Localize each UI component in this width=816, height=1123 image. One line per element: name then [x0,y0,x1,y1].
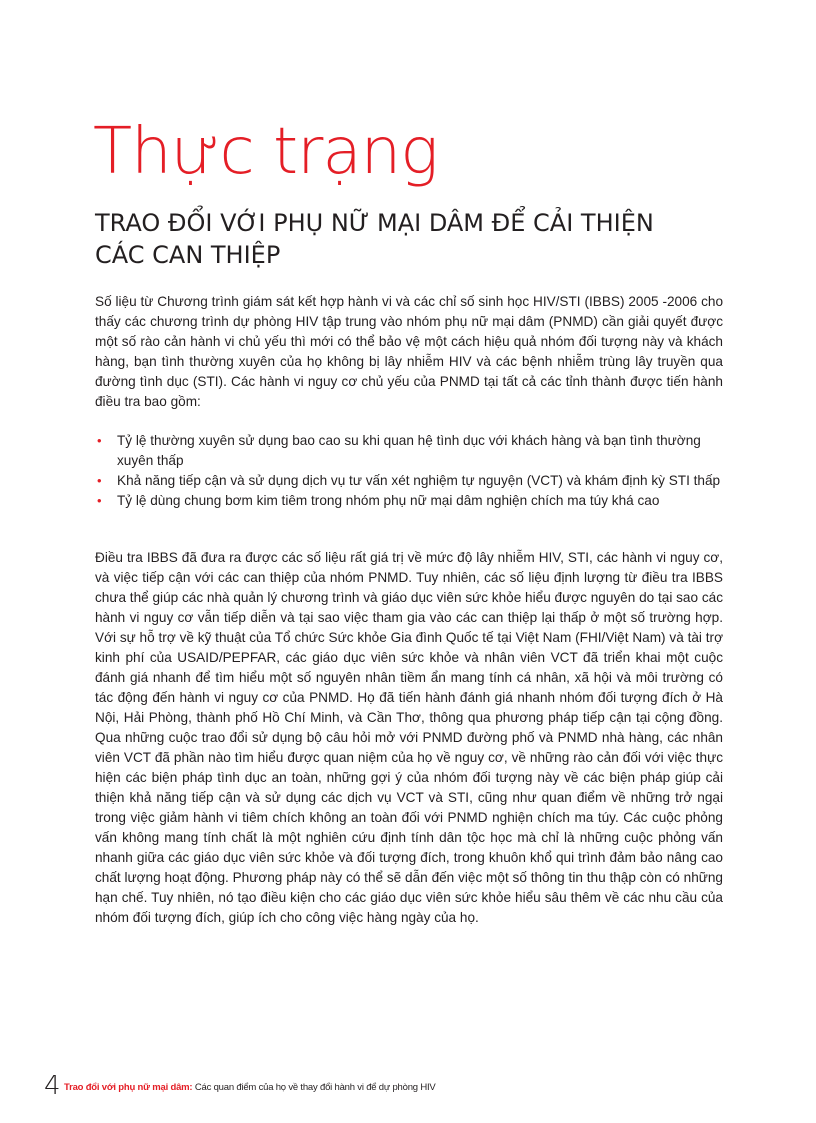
list-item [95,491,723,511]
section-subtitle: TRAO ĐỔI VỚI PHỤ NỮ MẠI DÂM ĐỂ CẢI THIỆN CÁC CAN THIỆP [95,209,654,269]
bullet-marker: • [97,473,102,488]
intro-paragraph: Số liệu từ Chương trình giám sát kết hợp hành vi và các chỉ số sinh học HIV/STI (IBBS) 2005 -2006 cho thấy các chương trình dự phòng HIV tập trung vào nhóm phụ nữ mại dâm (PNMD) cần giải quyết được một số rào cản hành vi chủ yếu thì mới có thể bảo vệ một cách hiệu quả nhóm đối tượng này và khách hàng, bạn tình thường xuyên của họ không bị lây nhiễm HIV và các bệnh nhiễm trùng lây truyền qua đường tình dục (STI). Các hành vi nguy cơ chủ yếu của PNMD tại tất cả các tỉnh thành được tiến hành điều tra bao gồm: [95,294,723,409]
page-number: 4 [44,1071,61,1101]
list-item-text: Tỷ lệ thường xuyên sử dụng bao cao su khi quan hệ tình dục với khách hàng và bạn tình thường xuyên thấp [117,433,701,468]
list-item-text: Tỷ lệ dùng chung bơm kim tiêm trong nhóm phụ nữ mại dâm nghiện chích ma túy khá cao [117,493,660,508]
risk-behavior-list [95,431,723,511]
footer-title-rest: Các quan điểm của họ về thay đổi hành vi để dự phòng HIV [192,1082,436,1093]
list-item [95,431,723,471]
list-item-text: Khả năng tiếp cận và sử dụng dịch vụ tư vấn xét nghiệm tự nguyện (VCT) và khám định kỳ STI thấp [117,473,721,488]
body-paragraph: Điều tra IBBS đã đưa ra được các số liệu rất giá trị về mức độ lây nhiễm HIV, STI, các hành vi nguy cơ, và việc tiếp cận với các can thiệp của nhóm PNMD. Tuy nhiên, các số liệu định lượng từ điều tra IBBS chưa thể giúp các nhà quản lý chương trình và giáo dục viên sức khỏe hiểu được nguyên do tại sao các hành vi nguy cơ vẫn tiếp diễn và tại sao việc tham gia vào các can thiệp lại thấp ở một số trường hợp. Với sự hỗ trợ về kỹ thuật của Tổ chức Sức khỏe Gia đình Quốc tế tại Việt Nam (FHI/Việt Nam) và tài trợ kinh phí của USAID/PEPFAR, các giáo dục viên sức khỏe và nhân viên VCT đã triển khai một cuộc đánh giá nhanh để tìm hiểu một số nguyên nhân tiềm ẩn mang tính cá nhân, xã hội và môi trường có tác động đến hành vi nguy cơ của PNMD. Họ đã tiến hành đánh giá nhanh nhóm đối tượng đích ở Hà Nội, Hải Phòng, thành phố Hồ Chí Minh, và Cần Thơ, thông qua phương pháp tiếp cận tại cộng đồng. Qua những cuộc trao đổi sử dụng bộ câu hỏi mở với PNMD đường phố và PNMD nhà hàng, các nhân viên VCT đã phần nào tìm hiểu được quan niệm của họ về nguy cơ, về những rào cản đối với việc thực hiện các biện pháp tình dục an toàn, những gợi ý của nhóm đối tượng này về các biện pháp giúp cải thiện khả năng tiếp cận và sử dụng các dịch vụ VCT và STI, cũng như quan điểm về những trở ngại trong việc giảm hành vi tiêm chích không an toàn đối với PNMD nghiện chích ma túy. Các cuộc phỏng vấn không mang tính chất là một nghiên cứu định tính dân tộc học mà chỉ là những cuộc phỏng vấn nhanh giữa các giáo dục viên sức khỏe và đối tượng đích, trong khuôn khổ qui trình đảm bảo nâng cao chất lượng hoạt động. Phương pháp này có thể sẽ dẫn đến việc một số thông tin thu thập còn có những hạn chế. Tuy nhiên, nó tạo điều kiện cho các giáo dục viên sức khỏe hiểu sâu thêm về các nhu cầu của nhóm đối tượng đích, giúp ích cho công việc hàng ngày của họ. [95,550,723,925]
list-item [95,471,723,491]
bullet-marker: • [97,433,102,448]
footer-title-strong: Trao đổi với phụ nữ mại dâm: [64,1082,193,1093]
footer-title [64,1082,436,1093]
page-title: Thực trạng [93,115,438,189]
bullet-marker: • [97,493,102,508]
